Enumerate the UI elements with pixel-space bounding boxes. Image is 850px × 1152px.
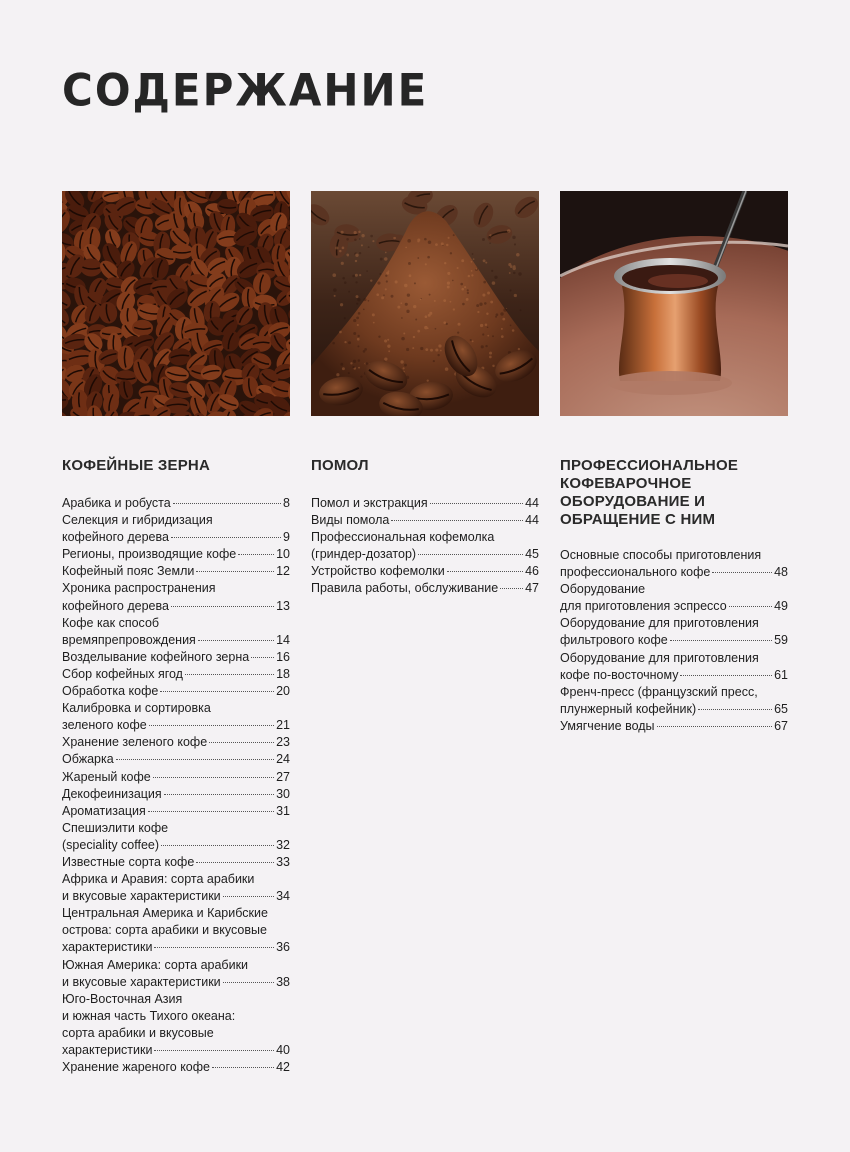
toc-entry [62, 871, 290, 905]
toc-column-coffee-beans [62, 457, 290, 1076]
toc-entry [62, 1059, 290, 1076]
toc-entry-title-line: Хроника распространения [62, 581, 216, 596]
dot-leader [212, 1067, 274, 1068]
toc-entry [62, 546, 290, 563]
page-number: 13 [276, 598, 290, 613]
toc-entry-line [311, 512, 539, 529]
toc-entry-line [62, 769, 290, 786]
dot-leader [698, 709, 772, 710]
dot-leader [223, 896, 274, 897]
section-heading: ПОМОЛ [311, 457, 369, 474]
toc-entry-title: Помол и экстракция [311, 496, 428, 510]
page-number: 18 [276, 666, 290, 681]
toc-entry-title: Арабика и робуста [62, 496, 171, 510]
toc-entry-line [311, 495, 539, 512]
toc-entry [62, 700, 290, 734]
dot-leader [196, 571, 274, 572]
toc-entry [311, 495, 539, 512]
page-number: 59 [774, 633, 788, 648]
toc-entry [62, 803, 290, 820]
toc-entry-title: зеленого кофе [62, 718, 147, 733]
toc-entry [62, 615, 290, 649]
dot-leader [148, 811, 274, 812]
toc-column-equipment [560, 457, 788, 735]
toc-entry-title-line: Калибровка и сортировка [62, 701, 211, 716]
toc-entry-line [62, 495, 290, 512]
dot-leader [198, 640, 274, 641]
toc-entry [62, 905, 290, 956]
page-number: 38 [276, 974, 290, 989]
toc-entry-title-line: Африка и Аравия: сорта арабики [62, 872, 255, 887]
page-number: 23 [276, 735, 290, 750]
toc-entry-title: времяпрепровождения [62, 632, 196, 647]
toc-entry-title-line: Основные способы приготовления [560, 548, 762, 562]
dot-leader [149, 725, 274, 726]
toc-entry-title-line: Френч-пресс (французский пресс, [560, 684, 758, 699]
toc-entry-line [62, 854, 290, 871]
toc-entry-title-line: Кофе как способ [62, 615, 160, 630]
dot-leader [447, 571, 523, 572]
page-number: 47 [525, 581, 539, 596]
toc-entry-title-line: Оборудование для приготовления [560, 650, 759, 665]
dot-leader [196, 862, 274, 863]
dot-leader [173, 503, 281, 504]
page-number: 21 [276, 718, 290, 733]
page-number: 33 [276, 854, 290, 869]
toc-entry [311, 512, 539, 529]
page-number: 10 [276, 547, 290, 562]
dot-leader [729, 606, 772, 607]
dot-leader [500, 588, 523, 589]
toc-entry [560, 650, 788, 684]
dot-leader [209, 742, 274, 743]
page-number: 67 [774, 718, 788, 733]
dot-leader [238, 554, 274, 555]
page-number: 30 [276, 786, 290, 801]
page-number: 44 [525, 513, 539, 528]
toc-entry-title-line: Спешиэлити кофе [62, 820, 169, 835]
dot-leader [670, 640, 772, 641]
toc-entry [62, 666, 290, 683]
toc-entry-line [62, 1059, 290, 1076]
dot-leader [185, 674, 274, 675]
toc-entry-title-line: сорта арабики и вкусовые [62, 1025, 214, 1040]
toc-entry-line [62, 1042, 290, 1059]
dot-leader [430, 503, 523, 504]
toc-entry-title: Сбор кофейных ягод [62, 666, 183, 681]
toc-entry-line [62, 632, 290, 649]
toc-entry-title: кофейного дерева [62, 530, 169, 545]
page-number: 34 [276, 889, 290, 904]
toc-entry-title: кофе по-восточному [560, 667, 679, 682]
toc-entry [62, 580, 290, 614]
toc-entry-title: характеристики [62, 1043, 153, 1057]
toc-list [311, 495, 539, 598]
toc-entry-line [62, 888, 290, 905]
toc-entry [560, 684, 788, 718]
toc-list [62, 495, 290, 1076]
page-number: 20 [276, 684, 290, 699]
toc-entry-title-line: Оборудование [560, 582, 646, 597]
cezve-on-sand-photo [560, 191, 788, 416]
page-number: 27 [276, 769, 290, 784]
toc-entry-title: для приготовления эспрессо [560, 599, 727, 614]
toc-entry-line [560, 701, 788, 718]
toc-entry [62, 734, 290, 751]
page-number: 61 [774, 667, 788, 682]
toc-entry-line [62, 734, 290, 751]
toc-entry-title: Умягчение воды [560, 718, 655, 733]
toc-entry-line [311, 563, 539, 580]
toc-entry-title: профессионального кофе [560, 565, 711, 580]
dot-leader [251, 657, 274, 658]
toc-entry [62, 957, 290, 991]
toc-entry-title: Ароматизация [62, 803, 146, 818]
toc-entry-title-line: Центральная Америка и Карибские [62, 906, 268, 921]
toc-entry-title: Кофейный пояс Земли [62, 564, 195, 579]
section-heading: КОФЕЙНЫЕ ЗЕРНА [62, 457, 210, 474]
toc-entry [311, 563, 539, 580]
page-number: 9 [283, 530, 290, 545]
toc-entry-line [62, 803, 290, 820]
toc-entry [62, 991, 290, 1059]
toc-entry [560, 615, 788, 649]
toc-entry-line [62, 974, 290, 991]
toc-entry [62, 683, 290, 700]
toc-entry-title: Правила работы, обслуживание [311, 581, 499, 596]
toc-list [560, 547, 788, 735]
dot-leader [161, 845, 274, 846]
dot-leader [164, 794, 274, 795]
toc-entry-title: (speciality coffee) [62, 837, 160, 852]
toc-entry-title: Возделывание кофейного зерна [62, 649, 250, 664]
section-heading: ПРОФЕССИОНАЛЬНОЕ КОФЕВАРОЧНОЕ ОБОРУДОВАНИЕ И ОБРАЩЕНИЕ С НИМ [560, 457, 739, 528]
toc-entry [62, 769, 290, 786]
toc-entry [62, 854, 290, 871]
toc-entry-line [62, 563, 290, 580]
toc-entry [62, 751, 290, 768]
page-number: 45 [525, 547, 539, 562]
toc-entry-title: Декофеинизация [62, 786, 162, 801]
toc-entry-title: Хранение зеленого кофе [62, 735, 208, 750]
toc-entry-title-line: и южная часть Тихого океана: [62, 1008, 236, 1023]
dot-leader [154, 947, 274, 948]
toc-entry-line [62, 546, 290, 563]
toc-entry-title: (гриндер-дозатор) [311, 547, 417, 562]
toc-entry-title-line: Профессиональная кофемолка [311, 530, 495, 545]
toc-entry-line [560, 718, 788, 735]
toc-entry-line [560, 632, 788, 649]
page-number: 46 [525, 564, 539, 579]
dot-leader [680, 675, 772, 676]
page-number: 32 [276, 837, 290, 852]
page-number: 14 [276, 632, 290, 647]
toc-entry-line [560, 564, 788, 581]
toc-entry-line [62, 529, 290, 546]
dot-leader [153, 777, 274, 778]
toc-entry [560, 581, 788, 615]
toc-entry [560, 718, 788, 735]
toc-entry-title: Регионы, производящие кофе [62, 547, 237, 562]
toc-entry-line [62, 939, 290, 956]
dot-leader [154, 1050, 274, 1051]
toc-entry-title: и вкусовые характеристики [62, 974, 221, 989]
toc-entry-line [560, 598, 788, 615]
page-number: 48 [774, 565, 788, 580]
toc-entry-title: характеристики [62, 940, 153, 955]
toc-entry [62, 563, 290, 580]
dot-leader [171, 537, 281, 538]
toc-entry-line [311, 580, 539, 597]
coffee-beans-photo [62, 191, 290, 416]
toc-column-grinding [311, 457, 539, 598]
page-number: 65 [774, 701, 788, 716]
toc-entry-line [62, 837, 290, 854]
toc-entry-title: Хранение жареного кофе [62, 1060, 210, 1075]
toc-entry-line [62, 666, 290, 683]
toc-entry [62, 649, 290, 666]
dot-leader [418, 554, 523, 555]
toc-entry-title: Жареный кофе [62, 769, 151, 784]
page-number: 49 [774, 599, 788, 614]
toc-entry-line [62, 751, 290, 768]
dot-leader [391, 520, 523, 521]
toc-entry-title: фильтрового кофе [560, 633, 668, 648]
toc-entry-title: и вкусовые характеристики [62, 889, 221, 904]
dot-leader [712, 572, 772, 573]
ground-coffee-photo [311, 191, 539, 416]
toc-entry-line [62, 717, 290, 734]
toc-entry-title-line: Селекция и гибридизация [62, 513, 213, 528]
toc-entry [62, 820, 290, 854]
toc-entry [311, 580, 539, 597]
toc-entry-line [311, 546, 539, 563]
toc-entry [62, 786, 290, 803]
toc-entry-line [62, 683, 290, 700]
toc-entry-title: Устройство кофемолки [311, 564, 445, 579]
toc-entry-title-line: Юго-Восточная Азия [62, 991, 183, 1006]
toc-entry-title: Обработка кофе [62, 684, 159, 699]
page-number: 16 [276, 649, 290, 664]
page-number: 42 [276, 1060, 290, 1075]
toc-entry-title-line: Южная Америка: сорта арабики [62, 957, 249, 972]
toc-entry [62, 512, 290, 546]
toc-entry-title: плунжерный кофейник) [560, 701, 697, 716]
toc-entry [62, 495, 290, 512]
toc-entry-line [62, 649, 290, 666]
page-number: 40 [276, 1043, 290, 1057]
toc-entry-title: Известные сорта кофе [62, 854, 195, 869]
toc-entry-title-line: острова: сорта арабики и вкусовые [62, 923, 267, 938]
toc-entry-line [560, 667, 788, 684]
page-number: 12 [276, 564, 290, 579]
page-number: 44 [525, 496, 539, 510]
dot-leader [116, 759, 274, 760]
toc-entry-title: Виды помола [311, 513, 390, 528]
page-number: 31 [276, 803, 290, 818]
toc-entry-title: Обжарка [62, 752, 114, 767]
toc-entry-line [62, 598, 290, 615]
dot-leader [160, 691, 274, 692]
toc-entry-line [62, 786, 290, 803]
page-number: 8 [283, 496, 290, 510]
toc-entry-title-line: Оборудование для приготовления [560, 616, 759, 631]
page-number: 36 [276, 940, 290, 955]
toc-entry-title: кофейного дерева [62, 598, 169, 613]
toc-entry [311, 529, 539, 563]
toc-entry [560, 547, 788, 581]
page-number: 24 [276, 752, 290, 767]
page-title: СОДЕРЖАНИЕ [62, 64, 429, 117]
dot-leader [223, 982, 274, 983]
dot-leader [171, 606, 274, 607]
dot-leader [657, 726, 773, 727]
